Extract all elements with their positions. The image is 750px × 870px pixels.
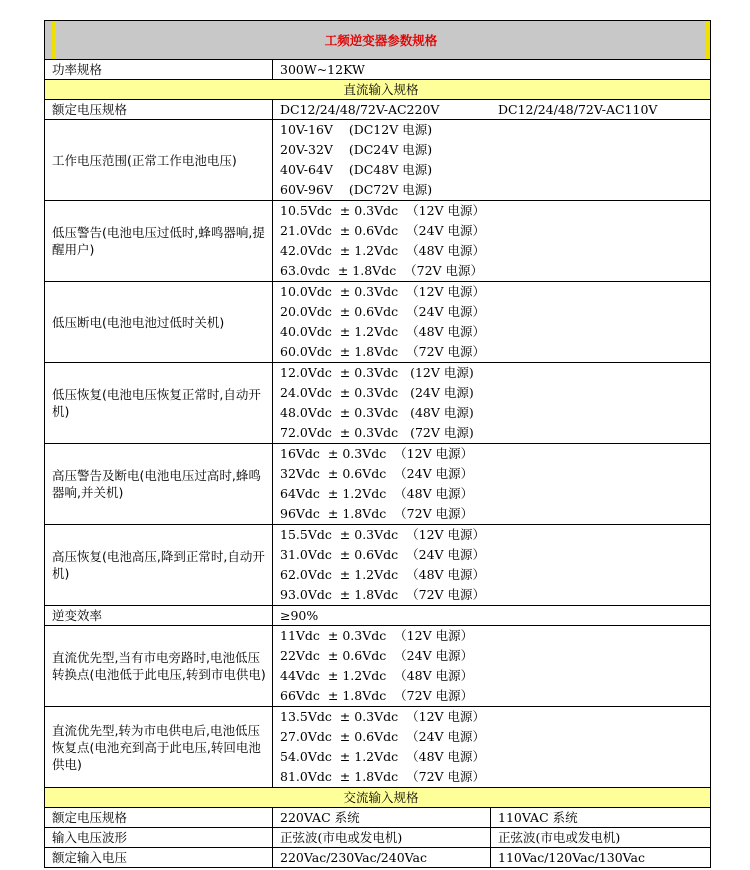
value-line: 44Vdc ± 1.2Vdc （48V 电源） — [280, 668, 474, 683]
row-value: ≥90% — [273, 606, 711, 626]
row-label: 低压警告(电池电压过低时,蜂鸣器响,提醒用户) — [45, 201, 273, 282]
row-value-110: 110VAC 系统 — [491, 808, 711, 828]
row-label: 功率规格 — [45, 60, 273, 80]
row-value — [273, 525, 711, 606]
row-value — [273, 100, 711, 120]
row-label: 高压恢复(电池高压,降到正常时,自动开机) — [45, 525, 273, 606]
value-line: 20V-32V (DC24V 电源) — [280, 142, 433, 157]
row-value — [273, 363, 711, 444]
value-line: 62.0Vdc ± 1.2Vdc （48V 电源） — [280, 567, 486, 582]
value-line: 40.0Vdc ± 1.2Vdc （48V 电源） — [280, 324, 486, 339]
row-label: 工作电压范围(正常工作电池电压) — [45, 120, 273, 201]
value-line: 32Vdc ± 0.6Vdc （24V 电源） — [280, 466, 474, 481]
row-value — [273, 444, 711, 525]
row-value-220: 220Vac/230Vac/240Vac — [273, 848, 491, 868]
value-line: 11Vdc ± 0.3Vdc （12V 电源） — [280, 628, 474, 643]
row-label: 低压断电(电池电池过低时关机) — [45, 282, 273, 363]
row-label: 输入电压波形 — [45, 828, 273, 848]
row-value — [273, 201, 711, 282]
value-line: 42.0Vdc ± 1.2Vdc （48V 电源） — [280, 243, 486, 258]
row-value — [273, 707, 711, 788]
section-header-dc: 直流输入规格 — [45, 80, 711, 100]
section-header-ac: 交流输入规格 — [45, 788, 711, 808]
row-label: 直流优先型,转为市电供电后,电池低压恢复点(电池充到高于此电压,转回电池供电) — [45, 707, 273, 788]
row-value-220: 正弦波(市电或发电机) — [273, 828, 491, 848]
value-ac220: DC12/24/48/72V-AC220V — [280, 102, 440, 117]
value-line: 60.0Vdc ± 1.8Vdc （72V 电源） — [280, 344, 486, 359]
value-line: 10.0Vdc ± 0.3Vdc （12V 电源） — [280, 284, 486, 299]
value-line: 48.0Vdc ± 0.3Vdc (48V 电源) — [280, 405, 474, 420]
value-line: 10V-16V (DC12V 电源) — [280, 122, 433, 137]
row-label: 高压警告及断电(电池电压过高时,蜂鸣器响,并关机) — [45, 444, 273, 525]
row-label: 额定电压规格 — [45, 808, 273, 828]
value-line: 21.0Vdc ± 0.6Vdc （24V 电源） — [280, 223, 486, 238]
row-value-110: 110Vac/120Vac/130Vac — [491, 848, 711, 868]
row-value — [273, 282, 711, 363]
row-value: 300W~12KW — [273, 60, 711, 80]
value-line: 12.0Vdc ± 0.3Vdc (12V 电源) — [280, 365, 474, 380]
row-label: 直流优先型,当有市电旁路时,电池低压转换点(电池低于此电压,转到市电供电) — [45, 626, 273, 707]
value-line: 24.0Vdc ± 0.3Vdc (24V 电源) — [280, 385, 474, 400]
value-line: 27.0Vdc ± 0.6Vdc （24V 电源） — [280, 729, 486, 744]
row-label: 低压恢复(电池电压恢复正常时,自动开机) — [45, 363, 273, 444]
row-label: 逆变效率 — [45, 606, 273, 626]
value-line: 15.5Vdc ± 0.3Vdc （12V 电源） — [280, 527, 486, 542]
value-line: 10.5Vdc ± 0.3Vdc （12V 电源） — [280, 203, 486, 218]
value-line: 54.0Vdc ± 1.2Vdc （48V 电源） — [280, 749, 486, 764]
value-line: 66Vdc ± 1.8Vdc （72V 电源） — [280, 688, 474, 703]
row-value-220: 220VAC 系统 — [273, 808, 491, 828]
title-text: 工频逆变器参数规格 — [52, 21, 710, 59]
value-line: 31.0Vdc ± 0.6Vdc （24V 电源） — [280, 547, 486, 562]
value-line: 13.5Vdc ± 0.3Vdc （12V 电源） — [280, 709, 486, 724]
spec-table — [44, 20, 711, 868]
value-line: 16Vdc ± 0.3Vdc （12V 电源） — [280, 446, 474, 461]
row-value — [273, 626, 711, 707]
value-line: 63.0vdc ± 1.8Vdc （72V 电源） — [280, 263, 484, 278]
table-title — [45, 21, 711, 60]
value-ac110: DC12/24/48/72V-AC110V — [498, 102, 658, 117]
value-line: 93.0Vdc ± 1.8Vdc （72V 电源） — [280, 587, 486, 602]
value-line: 72.0Vdc ± 0.3Vdc (72V 电源) — [280, 425, 474, 440]
row-value — [273, 120, 711, 201]
value-line: 40V-64V (DC48V 电源) — [280, 162, 433, 177]
value-line: 64Vdc ± 1.2Vdc （48V 电源） — [280, 486, 474, 501]
row-value-110: 正弦波(市电或发电机) — [491, 828, 711, 848]
value-line: 22Vdc ± 0.6Vdc （24V 电源） — [280, 648, 474, 663]
value-line: 96Vdc ± 1.8Vdc （72V 电源） — [280, 506, 474, 521]
row-label: 额定输入电压 — [45, 848, 273, 868]
value-line: 81.0Vdc ± 1.8Vdc （72V 电源） — [280, 769, 486, 784]
value-line: 20.0Vdc ± 0.6Vdc （24V 电源） — [280, 304, 486, 319]
value-line: 60V-96V (DC72V 电源) — [280, 182, 433, 197]
row-label: 额定电压规格 — [45, 100, 273, 120]
